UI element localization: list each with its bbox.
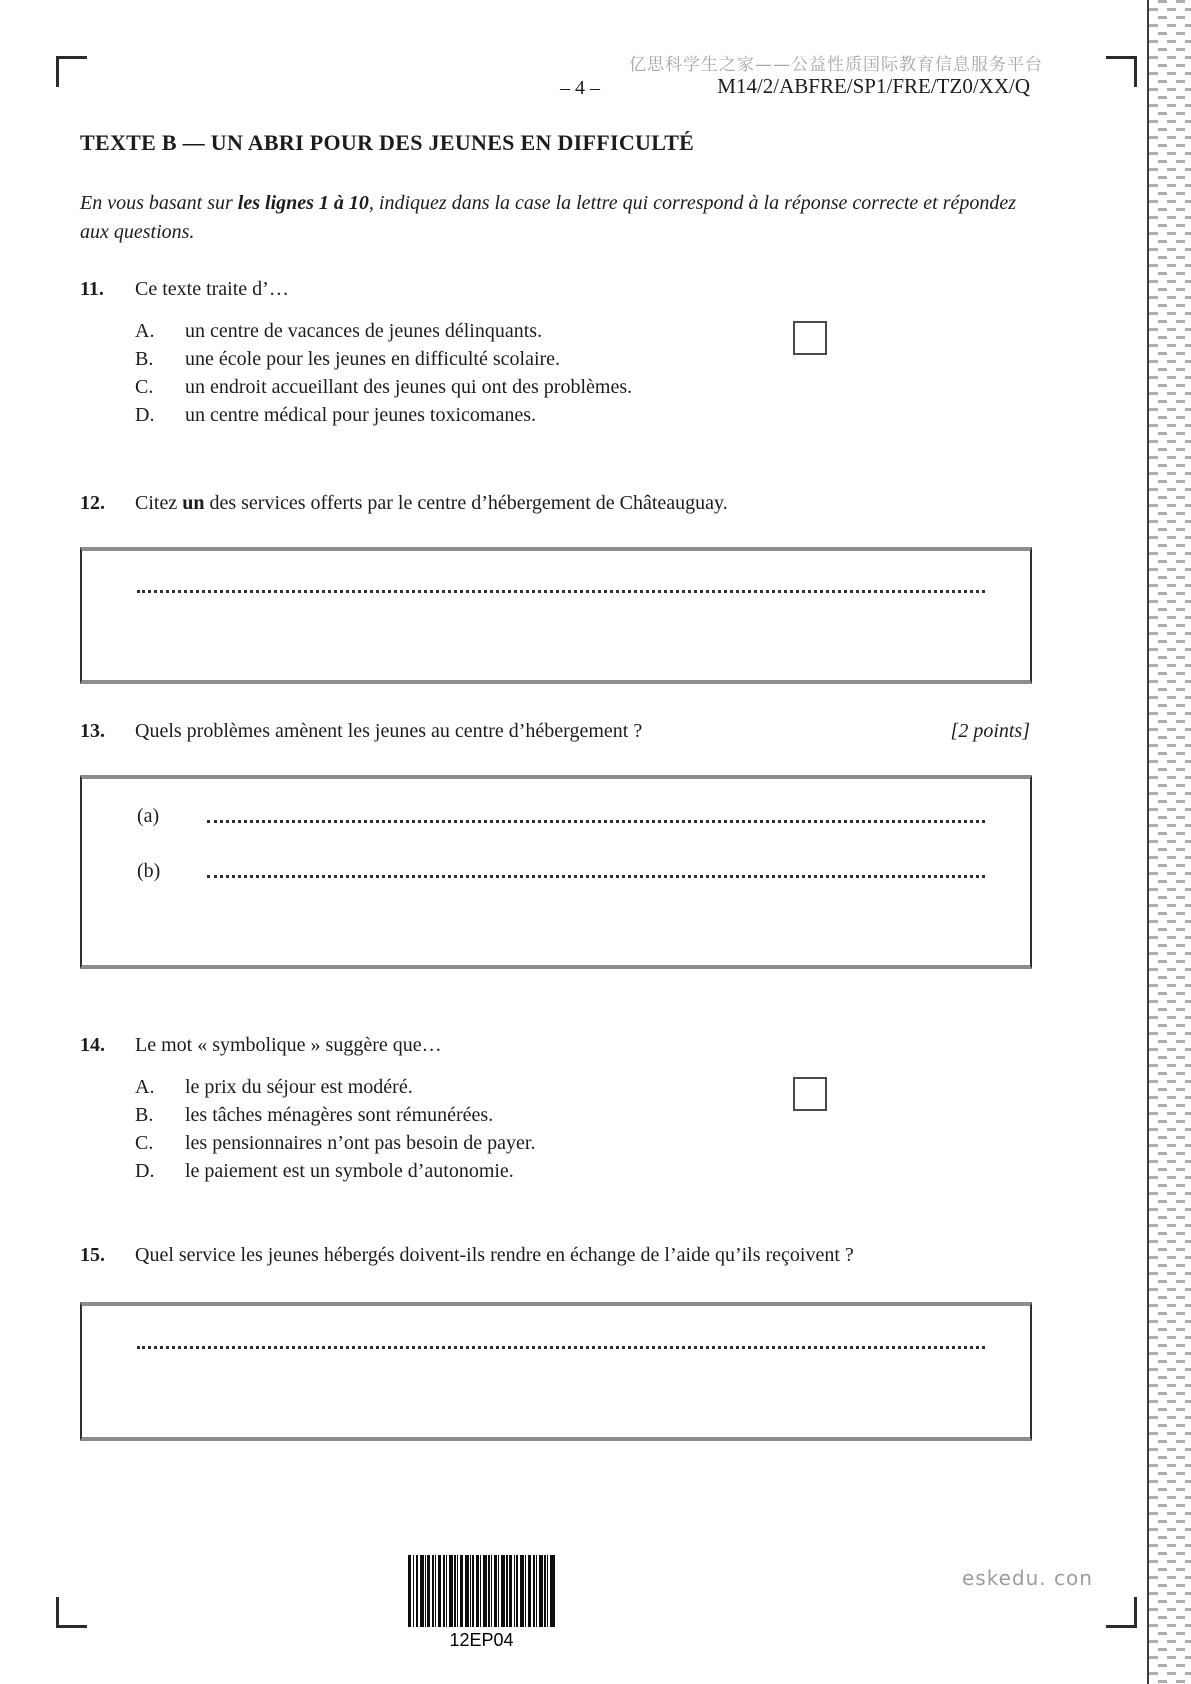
option-letter: D.	[135, 1160, 155, 1182]
question-13-points: [2 points]	[950, 720, 1030, 742]
question-13b-answer-line[interactable]	[207, 875, 985, 878]
option-row	[135, 1157, 535, 1185]
question-12-stem-bold: un	[182, 492, 205, 514]
option-row	[135, 401, 632, 429]
option-letter: C.	[135, 1132, 154, 1154]
question-12-answer-line[interactable]	[137, 590, 985, 593]
option-letter: D.	[135, 404, 155, 426]
chinese-watermark: 亿思科学生之家——公益性质国际教育信息服务平台	[629, 55, 1043, 75]
option-letter: A.	[135, 320, 155, 342]
option-row	[135, 373, 632, 401]
question-11-answer-checkbox[interactable]	[793, 321, 827, 355]
option-letter: B.	[135, 348, 154, 370]
paper-code: M14/2/ABFRE/SP1/FRE/TZ0/XX/Q	[717, 74, 1030, 98]
answer-line	[137, 856, 985, 882]
question-14-stem: Le mot « symbolique » suggère que…	[135, 1034, 442, 1056]
question-13a-answer-line[interactable]	[207, 820, 985, 823]
question-13-answer-box	[80, 775, 1032, 969]
question-15-answer-line[interactable]	[137, 1346, 985, 1349]
option-text: un centre médical pour jeunes toxicomanes.	[185, 404, 536, 426]
question-12-number: 12.	[80, 492, 105, 514]
instructions-emphasis: les lignes 1 à 10	[237, 192, 369, 214]
question-15-answer-box	[80, 1302, 1032, 1441]
option-letter: A.	[135, 1076, 155, 1098]
instructions-post: , indiquez dans la case la lettre qui correspond à la réponse correcte et répondez aux questions.	[80, 192, 1017, 243]
question-11-stem: Ce texte traite d’…	[135, 278, 289, 300]
question-12	[80, 491, 1030, 515]
question-15-stem: Quel service les jeunes hébergés doivent-ils rendre en échange de l’aide qu’ils reçoivent ?	[135, 1244, 854, 1266]
instructions-pre: En vous basant sur	[80, 192, 238, 214]
option-text: le prix du séjour est modéré.	[185, 1076, 413, 1098]
page-number: – 4 –	[560, 77, 600, 99]
option-row	[135, 345, 632, 373]
question-15	[80, 1243, 1030, 1267]
option-text: une école pour les jeunes en difficulté scolaire.	[185, 348, 561, 370]
crop-mark-top-right-icon	[1106, 56, 1137, 87]
option-letter: C.	[135, 376, 154, 398]
option-row	[135, 1101, 535, 1129]
question-11	[80, 277, 1030, 301]
option-text: un centre de vacances de jeunes délinquants.	[185, 320, 543, 342]
sub-question-label-a: (a)	[137, 805, 160, 827]
question-14-number: 14.	[80, 1034, 105, 1056]
option-row	[135, 1129, 535, 1157]
question-14-answer-checkbox[interactable]	[793, 1077, 827, 1111]
option-text: les pensionnaires n’ont pas besoin de payer.	[185, 1132, 536, 1154]
barcode-label: 12EP04	[449, 1630, 514, 1650]
question-12-answer-box	[80, 547, 1032, 684]
question-14-options	[135, 1073, 535, 1185]
answer-line	[137, 801, 985, 827]
site-watermark: eskedu. con	[962, 1566, 1093, 1590]
crop-mark-bottom-left-icon	[56, 1597, 87, 1628]
sub-question-label-b: (b)	[137, 860, 161, 882]
option-text: le paiement est un symbole d’autonomie.	[185, 1160, 514, 1182]
answer-line	[137, 1327, 985, 1353]
question-12-stem-post: des services offerts par le centre d’hébergement de Châteauguay.	[204, 492, 728, 514]
question-12-stem-pre: Citez	[135, 492, 183, 514]
barcode	[408, 1555, 555, 1651]
question-13-stem: Quels problèmes amènent les jeunes au centre d’hébergement ?	[135, 720, 643, 742]
scan-edge-pattern	[1147, 0, 1191, 1684]
answer-line	[137, 571, 985, 597]
crop-mark-bottom-right-icon	[1106, 1597, 1137, 1628]
instructions-text	[80, 189, 1032, 247]
barcode-icon	[408, 1555, 555, 1627]
question-13	[80, 719, 1030, 743]
question-13-number: 13.	[80, 720, 105, 742]
option-row	[135, 317, 632, 345]
question-11-number: 11.	[80, 278, 104, 300]
crop-mark-top-left-icon	[56, 56, 87, 87]
option-letter: B.	[135, 1104, 154, 1126]
option-row	[135, 1073, 535, 1101]
question-11-options	[135, 317, 632, 429]
option-text: un endroit accueillant des jeunes qui ont des problèmes.	[185, 376, 633, 398]
question-14	[80, 1033, 1030, 1057]
question-15-number: 15.	[80, 1244, 105, 1266]
option-text: les tâches ménagères sont rémunérées.	[185, 1104, 494, 1126]
section-title: TEXTE B — UN ABRI POUR DES JEUNES EN DIFFICULTÉ	[80, 130, 695, 155]
